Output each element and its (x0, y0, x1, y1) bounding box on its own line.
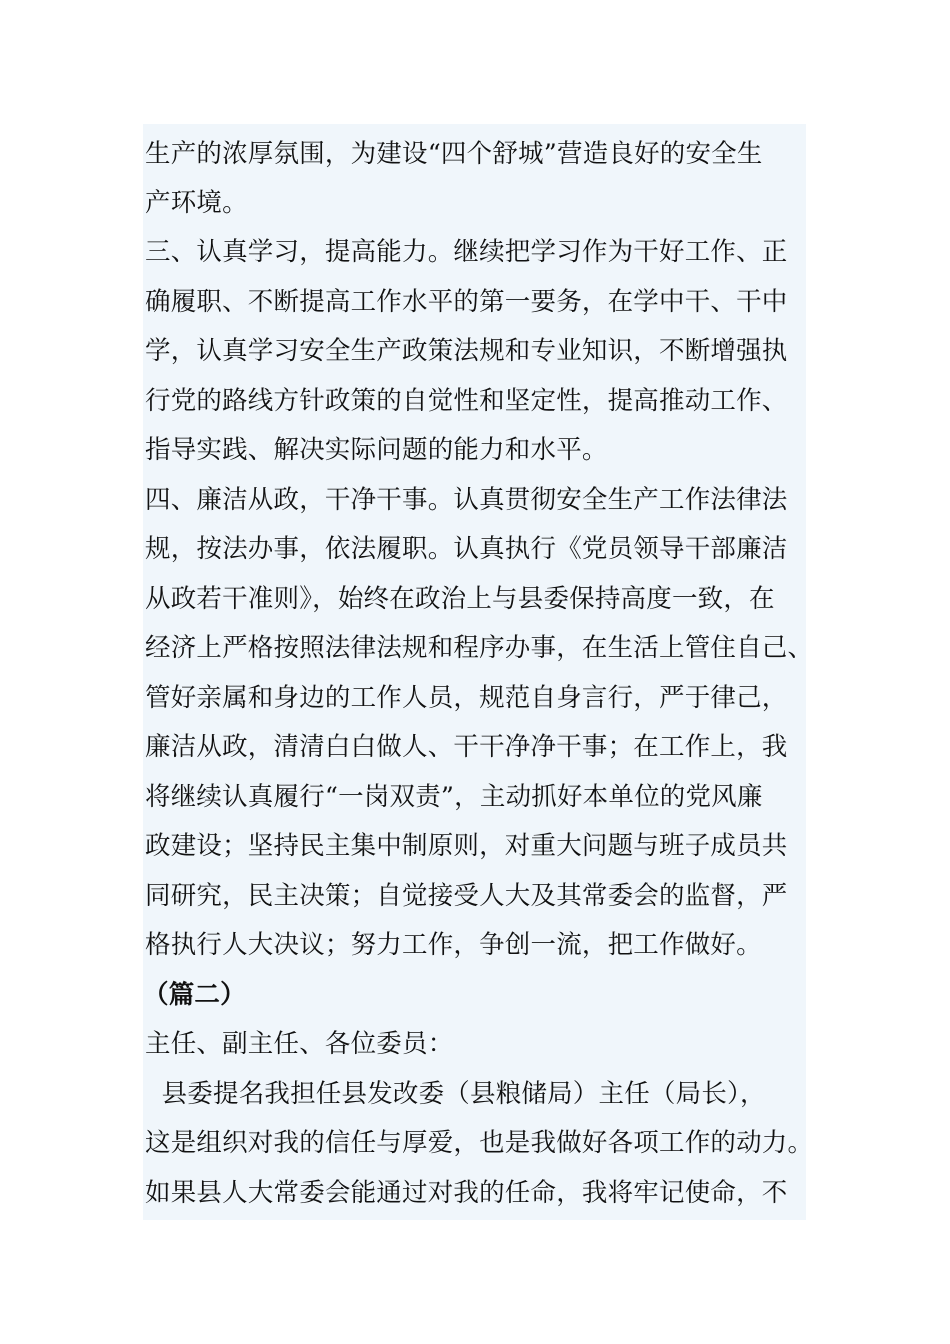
text-line: 同研究，民主决策；自觉接受人大及其常委会的监督，严 (145, 881, 788, 911)
text-line: 规，按法办事，依法履职。认真执行《党员领导干部廉洁 (145, 534, 788, 564)
text-line: 经济上严格按照法律法规和程序办事，在生活上管住自己、 (145, 633, 814, 663)
text-line: 确履职、不断提高工作水平的第一要务，在学中干、干中 (145, 287, 788, 317)
text-line: 学，认真学习安全生产政策法规和专业知识，不断增强执 (145, 336, 788, 366)
text-line: 这是组织对我的信任与厚爱，也是我做好各项工作的动力。 (145, 1128, 814, 1158)
document-text-block (143, 124, 814, 1220)
text-line: 管好亲属和身边的工作人员，规范自身言行，严于律己， (145, 683, 788, 713)
text-line: 格执行人大决议；努力工作，争创一流，把工作做好。 (145, 930, 762, 960)
section-heading: （篇二） (143, 980, 246, 1010)
text-line: 政建设；坚持民主集中制原则，对重大问题与班子成员共 (145, 831, 788, 861)
text-line: 指导实践、解决实际问题的能力和水平。 (145, 435, 608, 465)
text-line: 如果县人大常委会能通过对我的任命，我将牢记使命，不 (145, 1178, 788, 1208)
salutation: 主任、副主任、各位委员： (145, 1029, 454, 1059)
text-line: 产环境。 (145, 188, 248, 218)
text-line: 三、认真学习，提高能力。继续把学习作为干好工作、正 (145, 237, 788, 267)
text-line: 行党的路线方针政策的自觉性和坚定性，提高推动工作、 (145, 386, 788, 416)
text-line: 从政若干准则》，始终在政治上与县委保持高度一致，在 (145, 584, 775, 614)
text-line: 四、廉洁从政，干净干事。认真贯彻安全生产工作法律法 (145, 485, 788, 515)
text-line: 将继续认真履行“一岗双责”，主动抓好本单位的党风廉 (145, 782, 763, 812)
text-line: 县委提名我担任县发改委（县粮储局）主任（局长）， (145, 1079, 766, 1109)
text-line: 生产的浓厚氛围，为建设“四个舒城”营造良好的安全生 (145, 139, 763, 169)
text-line: 廉洁从政，清清白白做人、干干净净干事；在工作上，我 (145, 732, 788, 762)
